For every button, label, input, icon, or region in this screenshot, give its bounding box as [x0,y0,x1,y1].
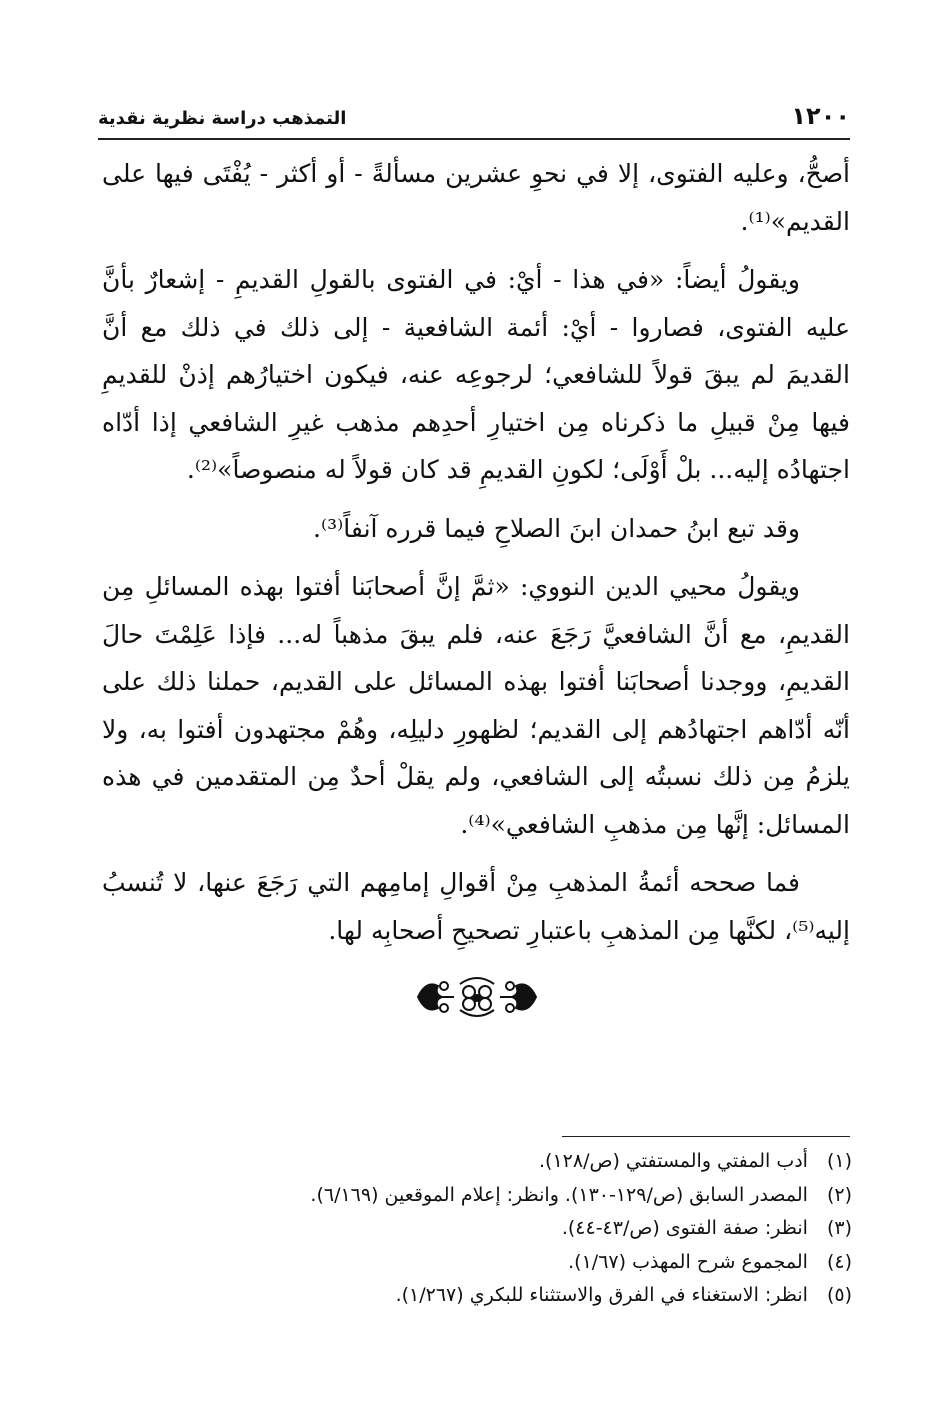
footnote-text: انظر: صفة الفتوى (ص/٤٣-٤٤). [561,1217,808,1239]
paragraph-continuation: أصحُّ، وعليه الفتوى، إلا في نحوِ عشرين مسألةً - أو أكثر - يُفْتَى فيها على القديم»⁽¹⁾. [102,159,850,236]
footnote-number: (٥) [826,1284,852,1306]
page-number: ١٢٠٠ [791,102,850,130]
paragraph: وقد تبع ابنُ حمدان ابنَ الصلاحِ فيما قرره آنفاً⁽³⁾. [313,513,800,543]
footnote [100,1279,852,1313]
footnote-number: (٤) [826,1250,852,1273]
footnote [100,1246,852,1280]
footnote [100,1145,852,1179]
floral-ornament-icon [414,972,540,1022]
running-title: التمذهب دراسة نظرية نقدية [98,108,347,129]
paragraph: ويقولُ أيضاً: «في هذا - أيْ: في الفتوى بالقولِ القديمِ - إشعارٌ بأنَّ عليه الفتوى، فصاروا - أيْ: أئمة الشافعية - إلى ذلك في ذلك مع أنَّ القديمَ لم يبقَ قولاً للشافعي؛ لرجوعِه عنه، فيكون اختيارُهم إذنْ للقديمِ فيها مِنْ قبيلِ ما ذكرناه مِن اختيارِ أحدِهم مذهب غيرِ الشافعي إذا أدّاه اجتهادُه إليه... بلْ أَوْلَى؛ لكونِ القديمِ قد كان قولاً له منصوصاً»⁽²⁾. [102,265,850,484]
footnote [100,1179,852,1213]
footnote-divider [562,1136,850,1137]
footnotes [100,1145,852,1313]
paragraph: ويقولُ محيي الدين النووي: «ثمَّ إنَّ أصحابَنا أفتوا بهذه المسائلِ مِن القديمِ، مع أنَّ الشافعيَّ رَجَعَ عنه، فلم يبقَ مذهباً له... فإذا عَلِمْتَ حالَ القديمِ، ووجدنا أصحابَنا أفتوا بهذه المسائل على القديم، حملنا ذلك على أنّه أدّاهم اجتهادُهم إلى القديم؛ لظهورِ دليلِه، وهُمْ مجتهدون أفتوا به، ولا يلزمُ مِن ذلك نسبتُه إلى الشافعي، ولم يقلْ أحدٌ مِن المتقدمين في هذه المسائل: إنَّها مِن مذهبِ الشافعي»⁽⁴⁾. [102,572,850,839]
footnote-number: (١) [826,1150,852,1172]
footnote-text: انظر: الاستغناء في الفرق والاستثناء للبكري (١/٢٦٧). [395,1284,808,1306]
footnote-text: المصدر السابق (ص/١٢٩-١٣٠). وانظر: إعلام الموقعين (٦/١٦٩). [310,1183,808,1206]
footnote [100,1212,852,1246]
footnote-number: (٣) [826,1217,852,1239]
body-text [102,150,850,965]
footnote-text: أدب المفتي والمستفتي (ص/١٢٨). [539,1150,808,1172]
running-header [98,102,850,140]
footnote-number: (٢) [826,1183,852,1206]
footnote-text: المجموع شرح المهذب (١/٦٧). [568,1250,808,1273]
paragraph: فما صححه أئمةُ المذهبِ مِنْ أقوالِ إمامِهم التي رَجَعَ عنها، لا تُنسبُ إليه⁽⁵⁾، لكنَّها مِن المذهبِ باعتبارِ تصحيحِ أصحابِه لها. [102,868,850,945]
